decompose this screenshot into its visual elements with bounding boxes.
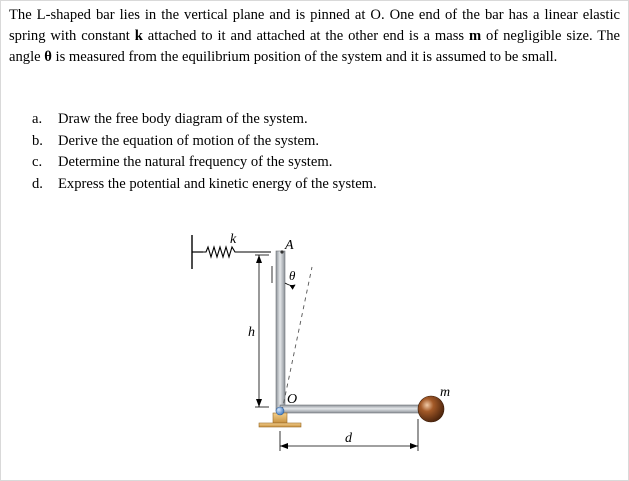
problem-text-4: is measured from the equilibrium position of the system and it is assumed to be small. [51, 49, 558, 65]
task-item [32, 131, 377, 153]
l-bar-diagram [181, 221, 461, 466]
task-text: Determine the natural frequency of the system. [58, 154, 333, 170]
spring [203, 247, 271, 257]
height-dimension [255, 255, 269, 407]
horizontal-bar [280, 405, 430, 413]
angle-arc [285, 283, 295, 286]
wall-support [192, 235, 203, 269]
task-letter: c. [32, 154, 43, 170]
angle-label: θ [289, 268, 296, 283]
task-list [32, 109, 377, 195]
mass-label: m [440, 385, 451, 400]
problem-text-3: of negligible size. The angle [9, 28, 620, 65]
problem-text-1: The L-shaped bar lies in the vertical plane and is pinned at O. One end of the bar has a linear elastic spring with constant [9, 7, 620, 44]
angle-symbol: θ [44, 49, 52, 65]
spring-label: k [230, 232, 237, 247]
problem-statement [9, 5, 620, 68]
height-label: h [248, 325, 255, 340]
task-text: Derive the equation of motion of the system. [58, 132, 320, 149]
displaced-position-line [282, 267, 312, 411]
pivot-label: O [287, 392, 298, 407]
task-item [32, 152, 377, 174]
length-label: d [345, 431, 352, 446]
task-text: Express the potential and kinetic energy of the system. [58, 175, 377, 192]
task-letter: b. [32, 132, 43, 149]
vertical-bar [276, 251, 285, 411]
task-letter: d. [32, 175, 43, 192]
task-item [32, 109, 377, 131]
task-letter: a. [32, 111, 43, 127]
point-a-label: A [285, 238, 294, 253]
pivot-pin [276, 407, 284, 415]
task-item [32, 174, 377, 196]
mass-symbol: m [468, 28, 482, 44]
problem-text-2: attached to it and attached at the other end is a mass [142, 28, 469, 44]
task-text: Draw the free body diagram of the system. [58, 111, 308, 127]
spring-constant-symbol: k [134, 28, 143, 44]
point-a-marker [280, 250, 283, 253]
